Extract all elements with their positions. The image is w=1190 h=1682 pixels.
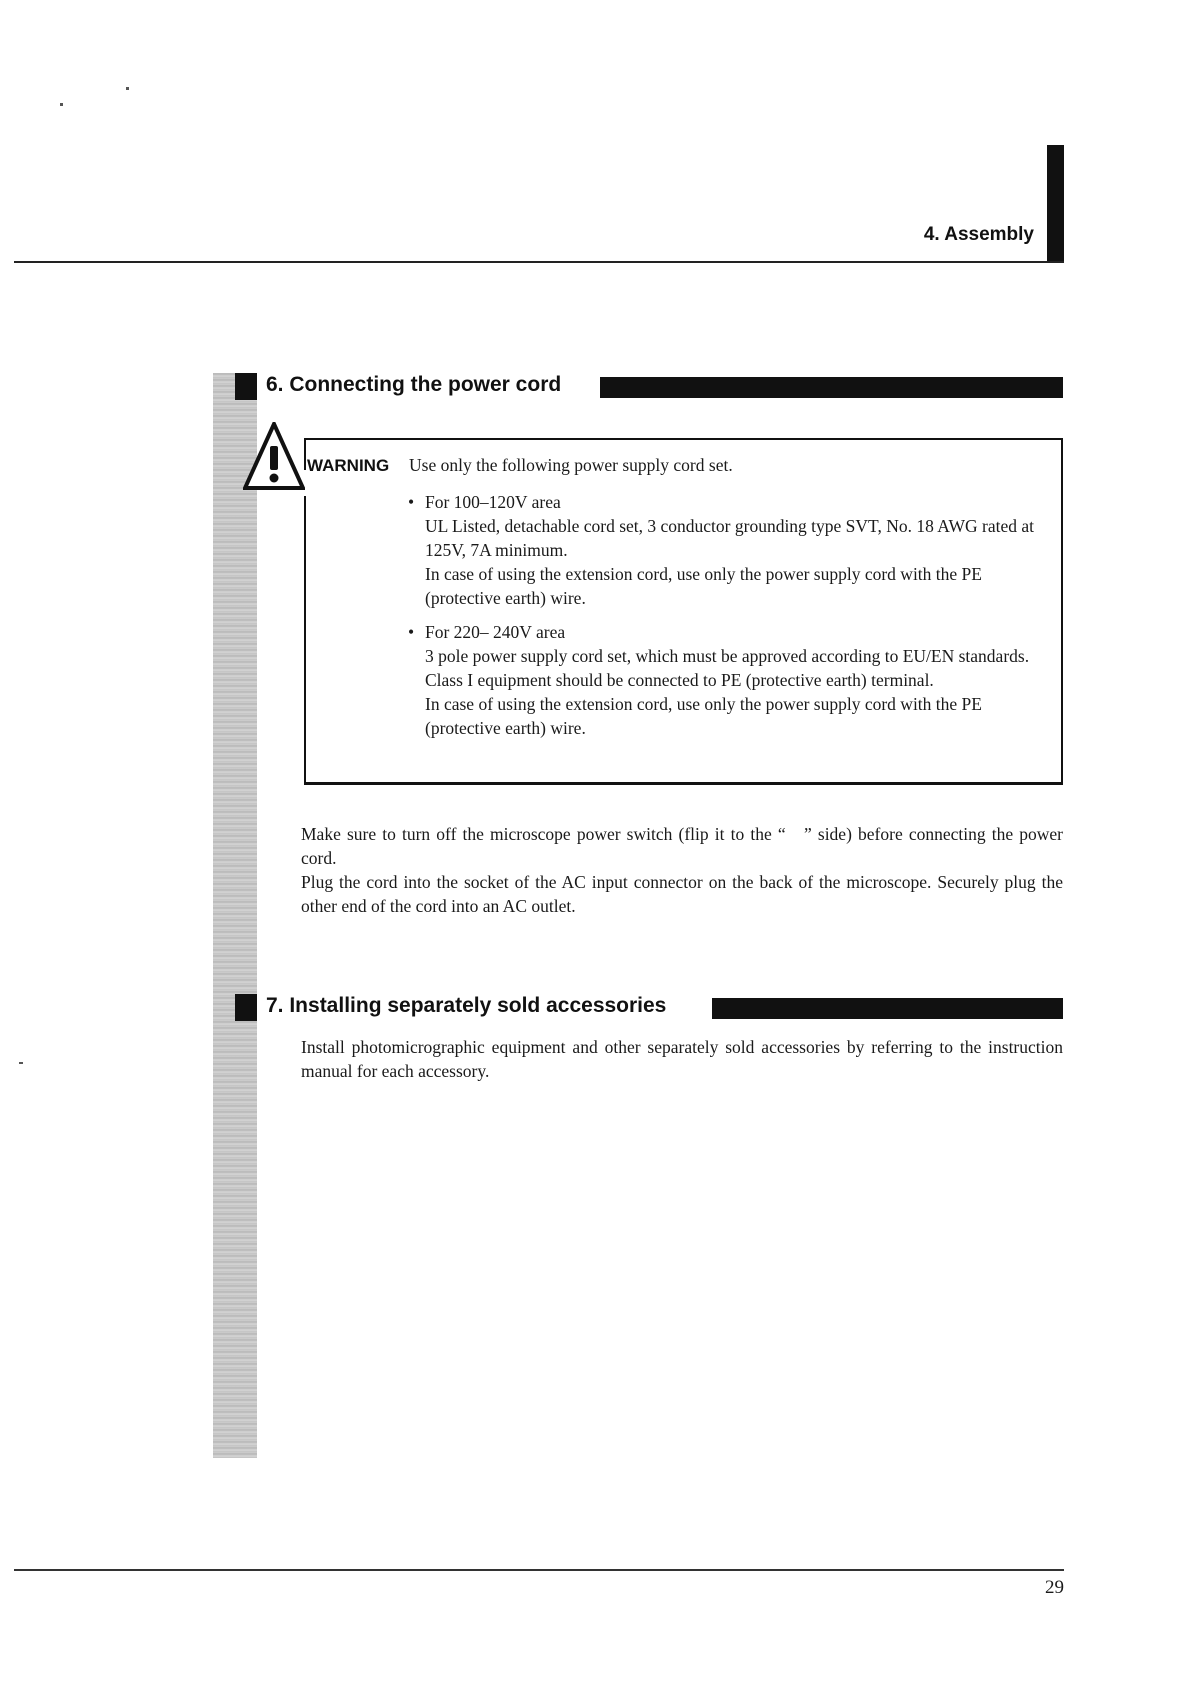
warning-bullet-item (408, 490, 1038, 610)
section-7-heading-bar (712, 998, 1063, 1019)
chapter-tab-marker (1047, 145, 1064, 263)
section-6-heading: 6. Connecting the power cord (266, 373, 562, 396)
section-6-heading-bar (600, 377, 1063, 398)
bullet-text-line: In case of using the extension cord, use only the power supply cord with the PE (protective earth) wire. (425, 564, 982, 608)
bullet-text-line: 3 pole power supply cord set, which must be approved according to EU/EN standards. (425, 646, 1030, 666)
scan-speck (60, 103, 63, 106)
section-7-body (301, 1035, 1063, 1083)
warning-triangle-icon (243, 422, 305, 490)
margin-shade-stripe (213, 373, 257, 1458)
bullet-text-line: In case of using the extension cord, use only the power supply cord with the PE (protective earth) wire. (425, 694, 982, 738)
bullet-heading: • For 100–120V area (408, 490, 1038, 514)
bullet-text-line: Class I equipment should be connected to PE (protective earth) terminal. (425, 670, 934, 690)
body-paragraph: Make sure to turn off the microscope power switch (flip it to the “ ” side) before connecting the power cord. (301, 824, 1063, 868)
header-rule (14, 261, 1064, 263)
warning-bullet-item (408, 620, 1038, 740)
section-7-heading: 7. Installing separately sold accessories (266, 994, 667, 1017)
body-paragraph: Install photomicrographic equipment and other separately sold accessories by referring to the instruction manual for each accessory. (301, 1037, 1063, 1081)
bullet-text-line: UL Listed, detachable cord set, 3 conductor grounding type SVT, No. 18 AWG rated at 125V, 7A minimum. (425, 516, 1034, 560)
warning-lead-text: Use only the following power supply cord set. (409, 455, 733, 475)
footer-rule (14, 1569, 1064, 1571)
page-number: 29 (1045, 1577, 1064, 1598)
chapter-title: 4. Assembly (923, 224, 1034, 245)
bullet-heading: • For 220– 240V area (408, 620, 1038, 644)
body-paragraph: Plug the cord into the socket of the AC input connector on the back of the microscope. Securely plug the other end of the cord into an AC outlet. (301, 872, 1063, 916)
scan-speck (19, 1062, 23, 1064)
warning-label: WARNING (307, 456, 390, 475)
section-6-body (301, 822, 1063, 918)
scan-speck (126, 87, 129, 90)
section-7-marker (235, 994, 257, 1021)
section-6-marker (235, 373, 257, 400)
